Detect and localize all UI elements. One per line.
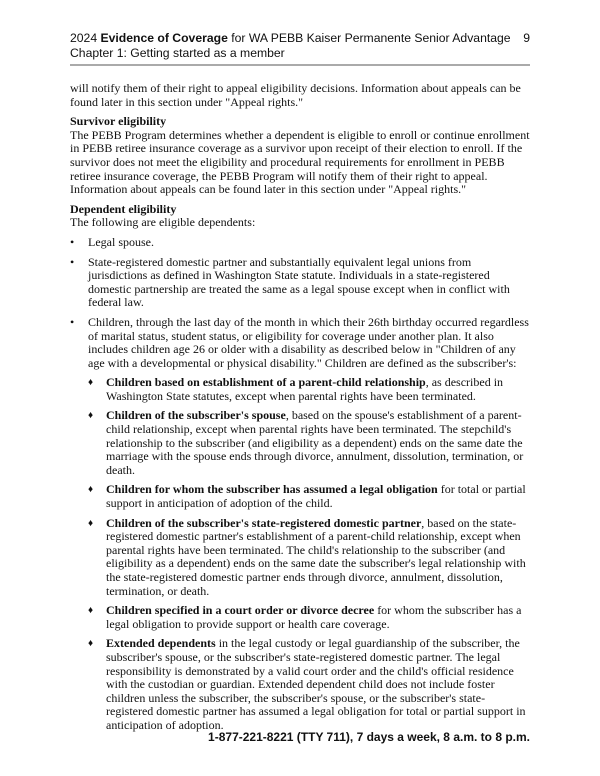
dependent-heading: Dependent eligibility xyxy=(70,201,177,216)
intro-paragraph: will notify them of their right to appeal eligibility decisions. Information about appeals can be found later in this section under "Appeal rights." xyxy=(70,81,521,109)
sub-list-item xyxy=(88,376,532,403)
children-list xyxy=(88,376,532,732)
diamond-bullet-icon: ♦ xyxy=(88,410,94,422)
bullet-icon: • xyxy=(70,234,75,249)
dependent-list xyxy=(70,236,532,733)
sub-item-bold: Children based on establishment of a parent-child relationship xyxy=(106,375,426,390)
survivor-section xyxy=(70,115,532,197)
diamond-bullet-icon: ♦ xyxy=(88,484,94,496)
header-chapter: Chapter 1: Getting started as a member xyxy=(70,45,285,60)
header-plan: for WA PEBB Kaiser Permanente Senior Advantage xyxy=(231,31,511,45)
sub-list-item xyxy=(88,517,532,599)
dependent-lead: The following are eligible dependents: xyxy=(70,215,256,230)
sub-item-text: , based on the spouse's establishment of a parent-child relationship, except when parental rights have been terminated. The stepchild's relationship to the subscriber (and eligibility as a dependent) ends on the same date the marriage with the spouse ends through divorce, annulment, dissolution, termination, or death. xyxy=(106,408,524,477)
header-year: 2024 xyxy=(70,31,98,45)
bullet-icon: • xyxy=(70,314,75,329)
diamond-bullet-icon: ♦ xyxy=(88,517,94,529)
footer-contact: 1-877-221-8221 (TTY 711), 7 days a week, 8 a.m. to 8 p.m. xyxy=(208,730,530,744)
page-number: 9 xyxy=(523,31,530,45)
sub-item-bold: Children of the subscriber's state-registered domestic partner xyxy=(106,515,422,530)
list-item-text: Legal spouse. xyxy=(88,234,154,249)
sub-list-item xyxy=(88,604,532,631)
list-item xyxy=(70,256,532,310)
sub-item-bold: Extended dependents xyxy=(106,636,216,651)
page-body xyxy=(70,82,532,739)
sub-item-bold: Children of the subscriber's spouse xyxy=(106,408,286,423)
list-item-text: Children, through the last day of the month in which their 26th birthday occurred regardless of marital status, student status, or eligibility for coverage under another plan. It also includes children age 26 or older with a disability as described below in "Children of any age with a developmental or physical disability." Children are defined as the subscriber's: xyxy=(88,314,529,370)
list-item xyxy=(70,236,532,250)
sub-list-item xyxy=(88,409,532,477)
survivor-heading: Survivor eligibility xyxy=(70,114,167,129)
sub-item-bold: Children specified in a court order or divorce decree xyxy=(106,603,375,618)
sub-item-bold: Children for whom the subscriber has assumed a legal obligation xyxy=(106,482,438,497)
sub-item-text: for whom the subscriber has a legal obligation to provide support or health care coverage. xyxy=(106,603,522,631)
list-item-text: State-registered domestic partner and substantially equivalent legal unions from jurisdictions as defined in Washington State statute. Individuals in a state-registered domestic partnership are treated the same as a legal spouse except when in conflict with federal law. xyxy=(88,254,510,310)
header-divider xyxy=(70,64,530,66)
header-doc-title: Evidence of Coverage xyxy=(100,31,228,45)
sub-item-text: for total or partial support in anticipation of adoption of the child. xyxy=(106,482,526,511)
sub-item-text: , as described in Washington State statutes, except when parental rights have been terminated. xyxy=(106,375,504,403)
dependent-section xyxy=(70,203,532,230)
sub-item-text: in the legal custody or legal guardianship of the subscriber, the subscriber's spouse, or the subscriber's state-registered domestic partner. The legal responsibility is demonstrated by a valid court order and the child's official residence with the custodian or guardian. Extended dependent child does not include foster children unless the subscriber, the subscriber's spouse, or the subscriber's state-registered domestic partner has assumed a legal obligation for total or partial support in anticipation of adoption. xyxy=(106,636,526,732)
diamond-bullet-icon: ♦ xyxy=(88,605,94,617)
survivor-text: The PEBB Program determines whether a dependent is eligible to enroll or continue enrollment in PEBB retiree insurance coverage as a survivor upon receipt of their election to enroll. If the survivor does not meet the eligibility and procedural requirements for enrollment in PEBB retiree insurance coverage, the PEBB Program will notify them of their right to appeal. Information about appeals can be found later in this section under "Appeal rights." xyxy=(70,127,530,197)
sub-list-item xyxy=(88,637,532,732)
diamond-bullet-icon: ♦ xyxy=(88,377,94,389)
page-header xyxy=(70,31,530,60)
header-title xyxy=(70,31,530,46)
diamond-bullet-icon: ♦ xyxy=(88,638,94,650)
sub-list-item xyxy=(88,483,532,510)
list-item xyxy=(70,316,532,733)
sub-item-text: , based on the state-registered domestic partner's establishment of a parent-child relationship, except when parental rights have been terminated. The child's relationship to the subscriber (and eligibility as a dependent) ends on the same date the subscriber's legal relationship with the state-registered domestic partner ends through divorce, annulment, dissolution, termination, or death. xyxy=(106,515,526,598)
bullet-icon: • xyxy=(70,254,75,269)
